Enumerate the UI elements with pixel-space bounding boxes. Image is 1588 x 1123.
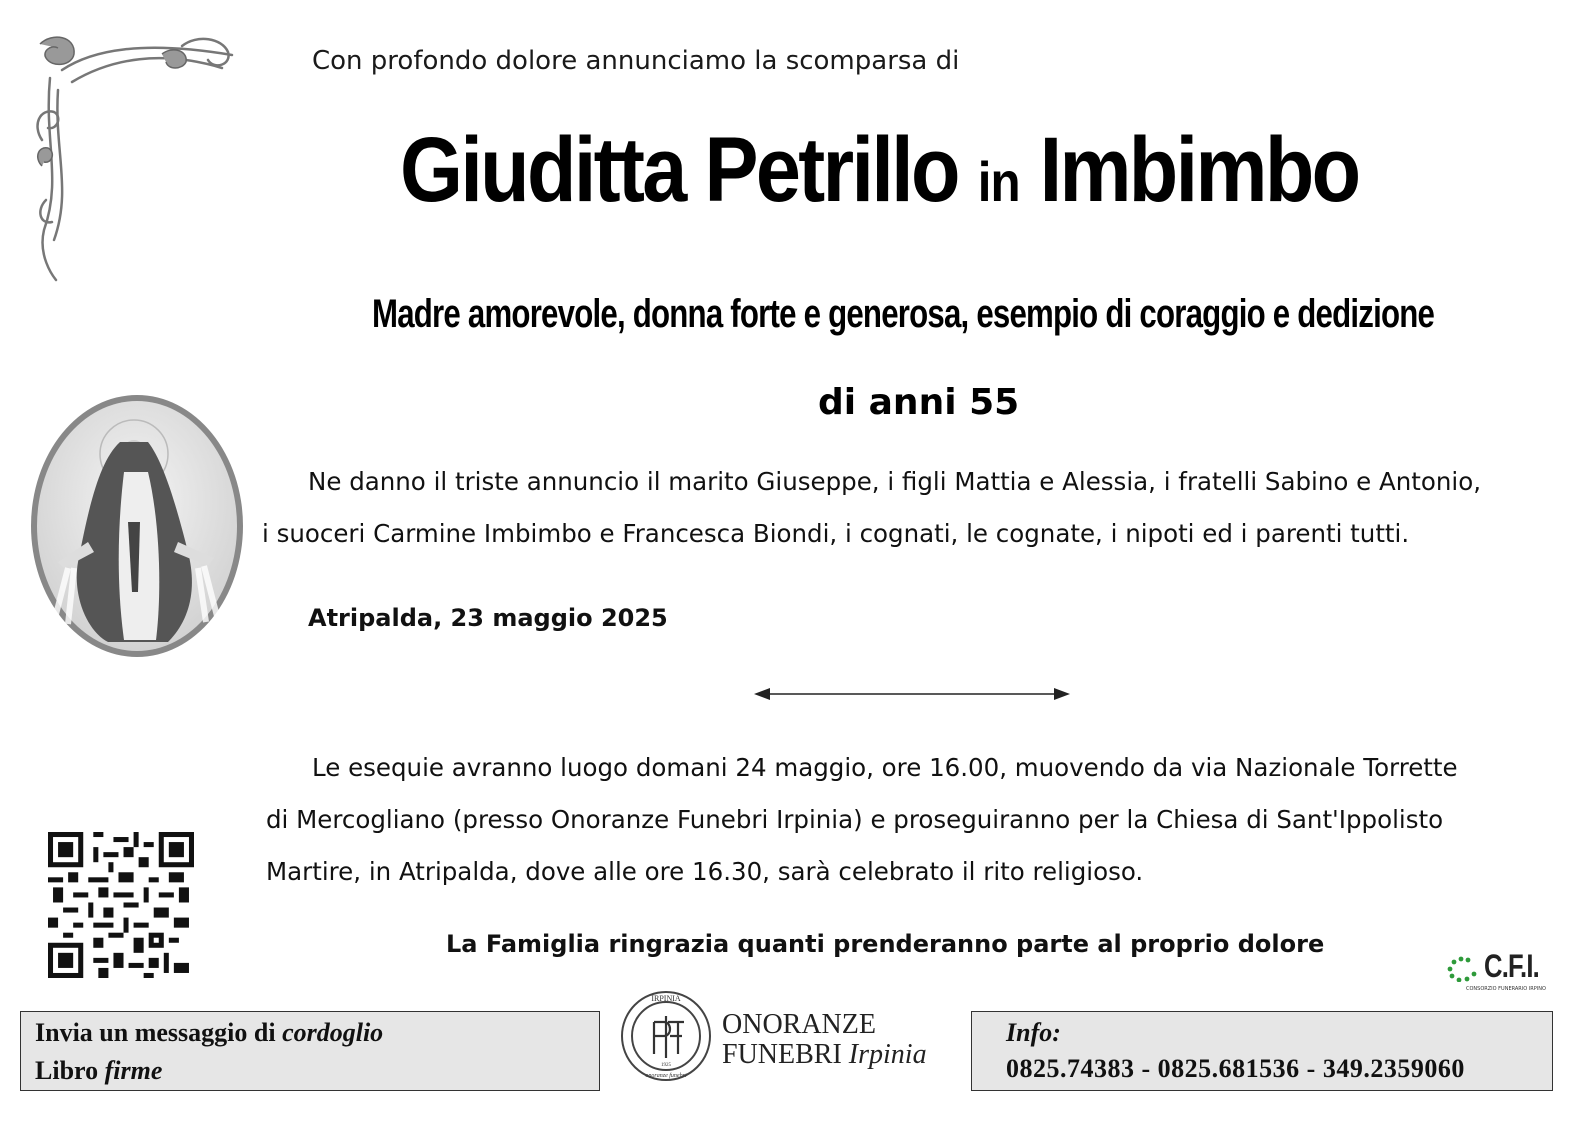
corner-ornament-icon bbox=[32, 30, 242, 286]
funeral-home-line2-a: FUNEBRI bbox=[722, 1039, 842, 1070]
announcement-line-1: Ne danno il triste annuncio il marito Giuseppe, i figli Mattia e Alessia, i fratelli Sabino e Antonio, bbox=[308, 467, 1481, 496]
deceased-name bbox=[400, 118, 1359, 223]
name-second-part: Imbimbo bbox=[1039, 119, 1359, 221]
guestbook-prefix: Libro bbox=[35, 1056, 99, 1085]
funeral-home-line2 bbox=[722, 1040, 927, 1070]
name-connector: in bbox=[977, 150, 1020, 213]
seal-top-text: IRPINIA bbox=[651, 994, 681, 1003]
info-phones[interactable]: 0825.74383 - 0825.681536 - 349.2359060 bbox=[1006, 1054, 1465, 1083]
funeral-home-name bbox=[722, 1010, 927, 1070]
funeral-paragraph bbox=[266, 742, 1556, 898]
info-box bbox=[971, 1011, 1553, 1091]
cfi-subtitle: CONSORZIO FUNERARIO IRPINO bbox=[1466, 986, 1546, 992]
tagline: Madre amorevole, donna forte e generosa, esempio di coraggio e dedizione bbox=[372, 292, 1435, 336]
condolence-link[interactable] bbox=[35, 1018, 383, 1048]
info-label: Info: bbox=[1006, 1018, 1061, 1047]
age-text: di anni 55 bbox=[818, 382, 1020, 423]
cfi-logo-icon bbox=[1446, 948, 1546, 994]
irpinia-seal-icon bbox=[618, 988, 714, 1084]
condolence-prefix: Invia un messaggio di bbox=[35, 1018, 276, 1047]
funeral-line-3: Martire, in Atripalda, dove alle ore 16.30, sarà celebrato il rito religioso. bbox=[266, 857, 1144, 886]
funeral-line-1: Le esequie avranno luogo domani 24 maggio, ore 16.00, muovendo da via Nazionale Torrette bbox=[312, 753, 1458, 782]
guestbook-link[interactable] bbox=[35, 1056, 162, 1086]
intro-text: Con profondo dolore annunciamo la scomparsa di bbox=[312, 46, 960, 76]
condolence-box[interactable] bbox=[20, 1011, 600, 1091]
qr-code-icon[interactable] bbox=[48, 832, 194, 978]
cfi-dots-icon bbox=[1446, 956, 1482, 982]
seal-bottom-text: onoranze funebri bbox=[645, 1073, 687, 1079]
thanks-text: La Famiglia ringrazia quanti prenderanno parte al proprio dolore bbox=[446, 930, 1325, 958]
cfi-title: C.F.I. bbox=[1484, 948, 1539, 984]
announcement-line-2: i suoceri Carmine Imbimbo e Francesca Biondi, i cognati, le cognate, i nipoti ed i parenti tutti. bbox=[262, 519, 1410, 548]
guestbook-italic: firme bbox=[104, 1056, 163, 1085]
double-arrow-divider-icon bbox=[754, 684, 1070, 704]
announcement-paragraph bbox=[262, 456, 1572, 560]
funeral-home-line2-b: Irpinia bbox=[848, 1039, 927, 1070]
place-date: Atripalda, 23 maggio 2025 bbox=[308, 604, 668, 632]
funeral-home-line1: ONORANZE bbox=[722, 1009, 876, 1040]
seal-year-text: 1925 bbox=[661, 1063, 671, 1068]
madonna-portrait bbox=[28, 392, 246, 660]
condolence-italic: cordoglio bbox=[282, 1018, 384, 1047]
name-first-part: Giuditta Petrillo bbox=[400, 119, 958, 221]
funeral-line-2: di Mercogliano (presso Onoranze Funebri Irpinia) e proseguiranno per la Chiesa di Sant'Ippolisto bbox=[266, 805, 1444, 834]
